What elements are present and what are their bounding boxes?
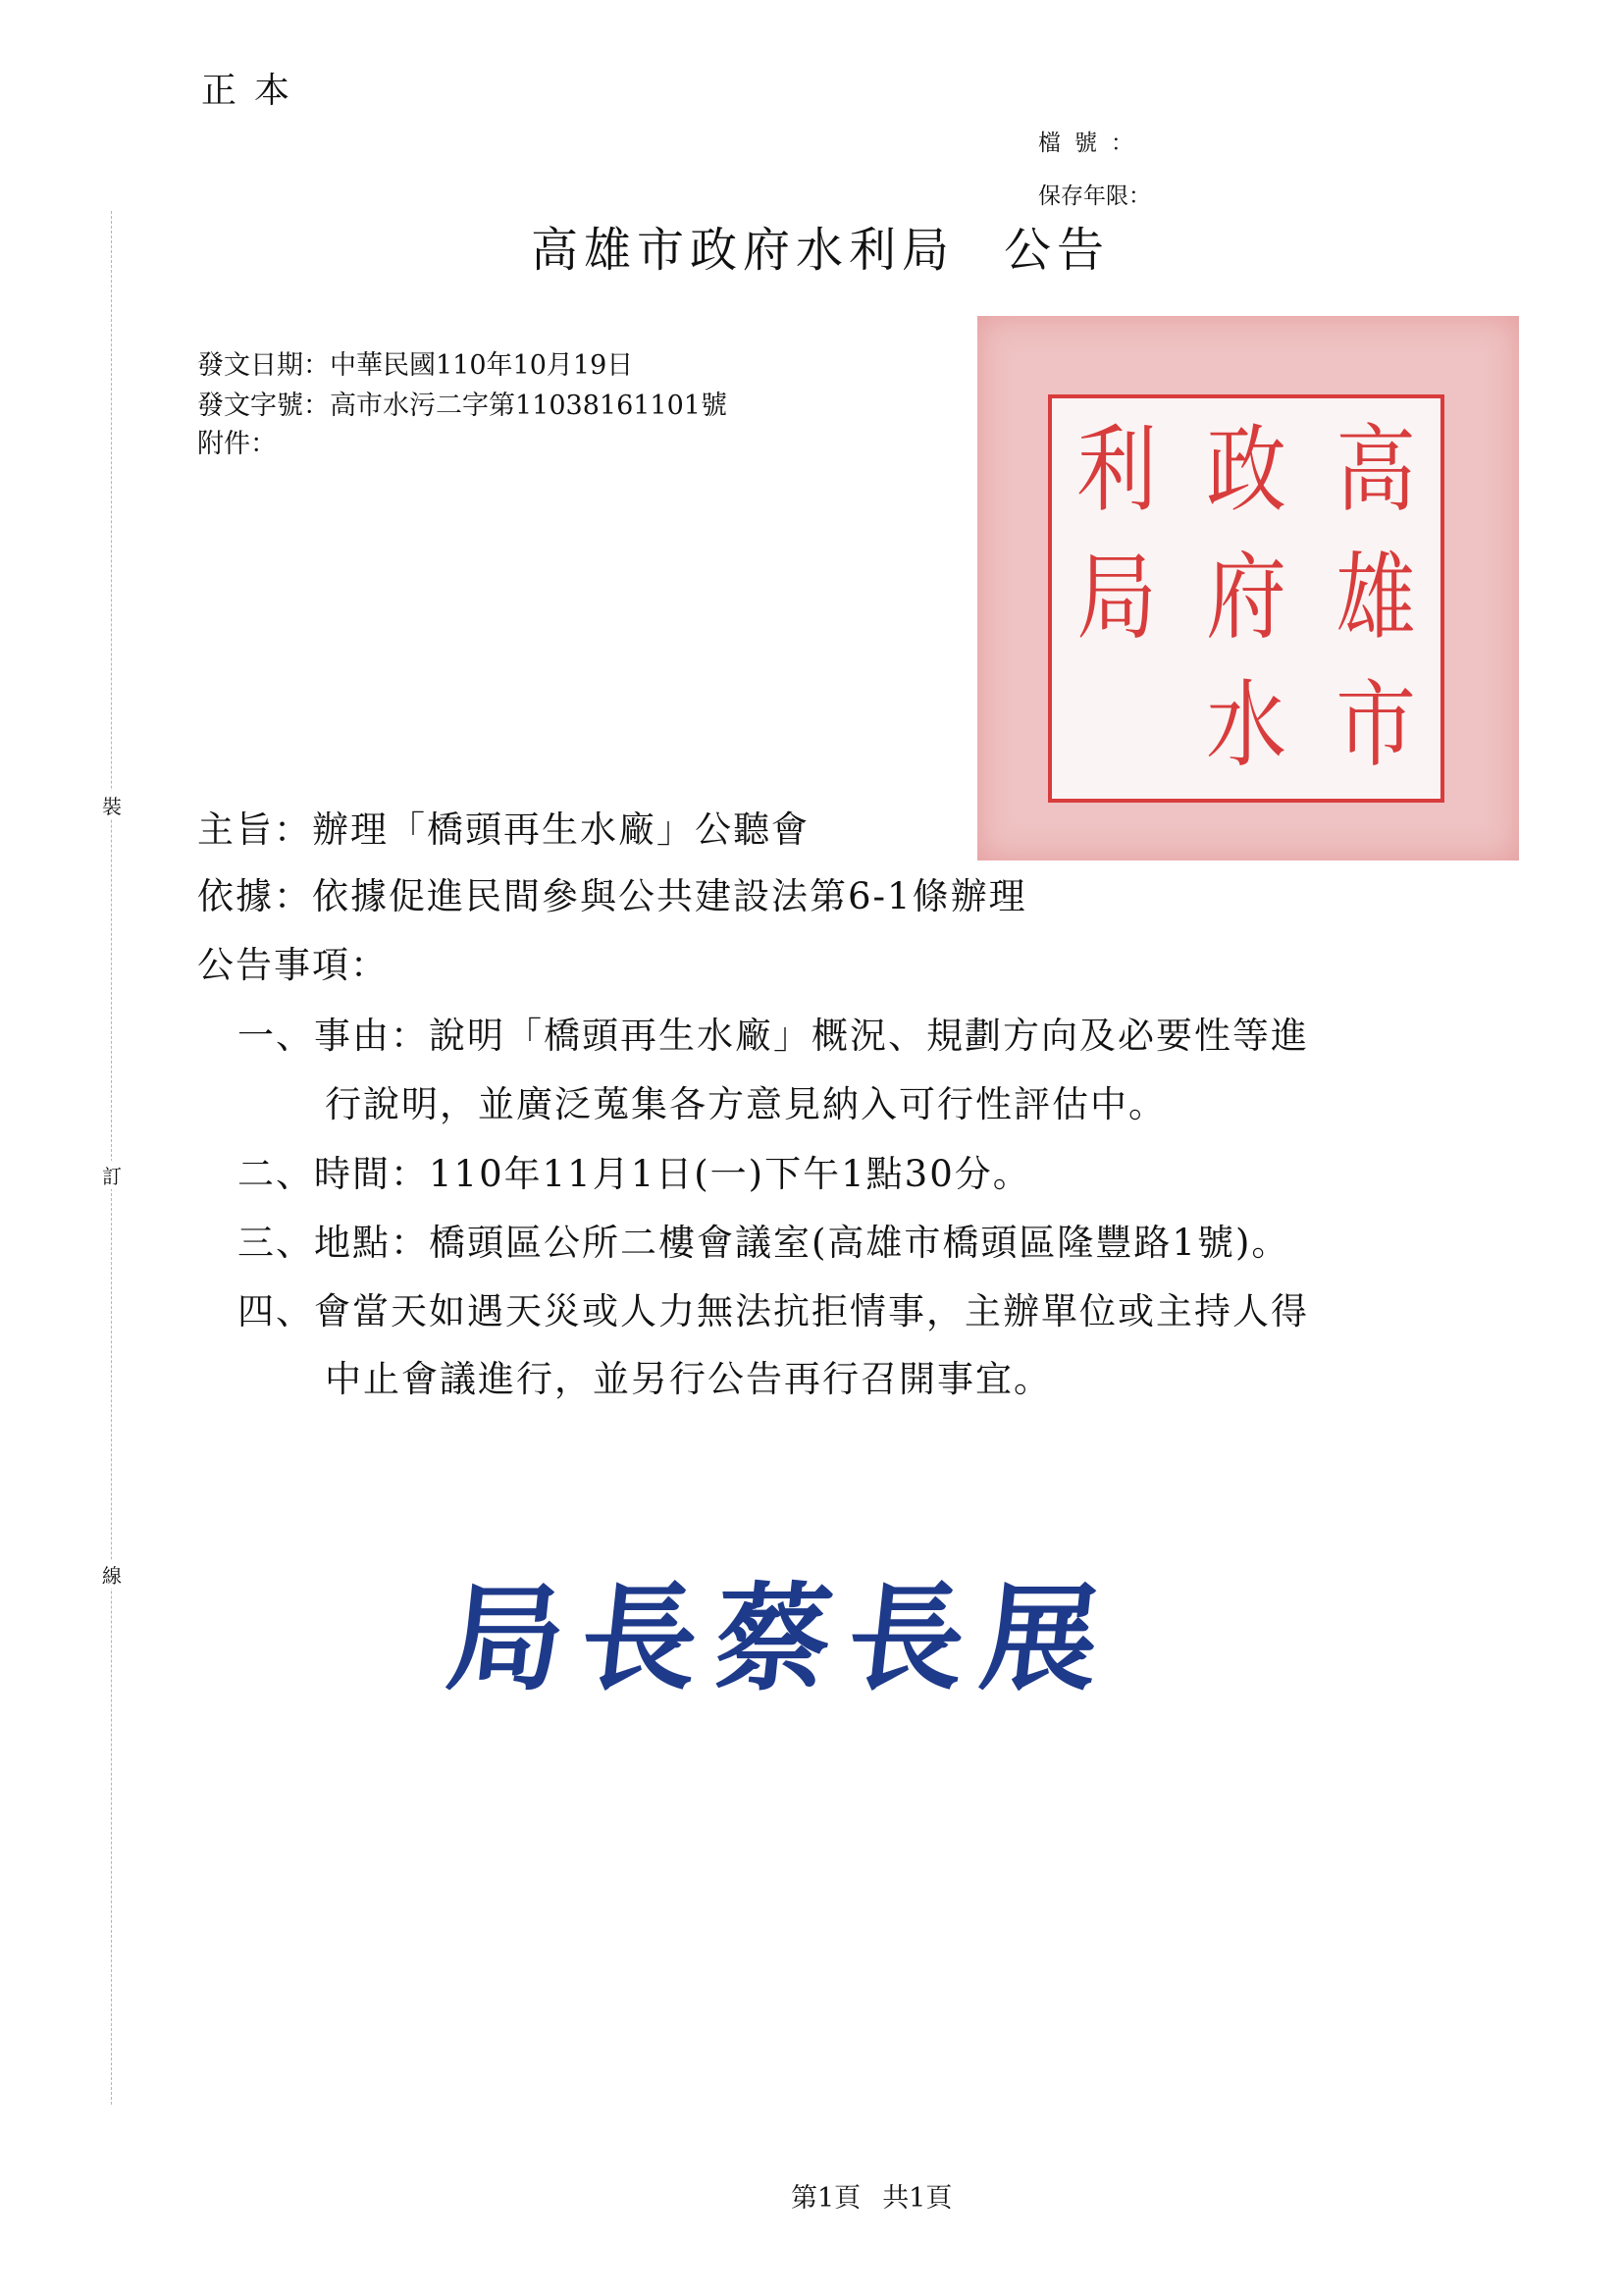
seal-text <box>1052 406 1440 789</box>
issue-date-label: 發文日期： <box>197 350 330 381</box>
retention-period-label: 保存年限： <box>1038 183 1151 209</box>
items-heading: 公告事項： <box>197 944 389 986</box>
item-number: 二、 <box>237 1153 314 1195</box>
seal-column-3 <box>1052 406 1181 789</box>
seal-char: 水 <box>1206 670 1286 780</box>
binding-mark-bind: 裝 <box>102 791 122 819</box>
subject-text: 辦理「橋頭再生水廠」公聽會 <box>312 809 810 851</box>
list-item-1 <box>237 1006 1309 1059</box>
document-type: 公告 <box>1004 223 1111 278</box>
list-item-2 <box>237 1144 1031 1197</box>
official-seal-stamp <box>977 316 1519 861</box>
page-total: 共1頁 <box>882 2183 953 2214</box>
issue-date-row <box>197 343 633 382</box>
issue-date-value: 中華民國110年10月19日 <box>330 350 634 381</box>
seal-char: 政 <box>1206 415 1286 525</box>
binding-mark-line: 線 <box>102 1560 122 1589</box>
item-number: 三、 <box>237 1222 314 1264</box>
item-text: 地點：橋頭區公所二樓會議室(高雄市橋頭區隆豐路1號)。 <box>314 1222 1290 1264</box>
subject-row <box>197 800 810 853</box>
list-item-4 <box>237 1281 1309 1334</box>
seal-column-2 <box>1181 406 1311 789</box>
seal-char: 高 <box>1335 415 1416 525</box>
document-number-row <box>197 384 727 422</box>
document-title <box>531 212 1110 280</box>
seal-char: 局 <box>1076 543 1157 652</box>
basis-text: 依據促進民間參與公共建設法第6-1條辦理 <box>312 875 1027 917</box>
agency-name: 高雄市政府水利局 <box>531 223 956 278</box>
seal-border <box>1048 394 1444 803</box>
list-item-1-continuation: 行說明，並廣泛蒐集各方意見納入可行性評估中。 <box>325 1083 1167 1125</box>
item-text: 時間：110年11月1日(一)下午1點30分。 <box>314 1153 1031 1195</box>
document-number-value: 高市水污二字第11038161101號 <box>330 391 727 421</box>
page-current: 第1頁 <box>791 2183 862 2214</box>
binding-dashed-line <box>111 211 112 2105</box>
binding-mark-staple: 訂 <box>102 1161 122 1189</box>
attachment-label: 附件： <box>197 429 277 459</box>
signature-name: 蔡長展 <box>707 1570 1124 1706</box>
director-signature <box>441 1545 1126 1712</box>
seal-char: 雄 <box>1335 543 1416 652</box>
seal-char: 利 <box>1076 415 1157 525</box>
subject-label: 主旨： <box>197 809 312 851</box>
basis-label: 依據： <box>197 875 312 917</box>
page-number <box>791 2176 952 2215</box>
signature-title: 局長 <box>441 1570 723 1706</box>
seal-char: 市 <box>1335 670 1416 780</box>
item-text: 會當天如遇天災或人力無法抗拒情事，主辦單位或主持人得 <box>314 1290 1309 1332</box>
list-item-4-continuation: 中止會議進行，並另行公告再行召開事宜。 <box>325 1358 1052 1400</box>
basis-row <box>197 866 1027 919</box>
document-number-label: 發文字號： <box>197 391 330 421</box>
seal-column-1 <box>1311 406 1440 789</box>
item-text: 事由：說明「橋頭再生水廠」概況、規劃方向及必要性等進 <box>314 1015 1309 1057</box>
item-number: 四、 <box>237 1290 314 1332</box>
seal-char: 府 <box>1206 543 1286 652</box>
file-number-label: 檔號： <box>1038 130 1147 156</box>
list-item-3 <box>237 1213 1289 1266</box>
copy-type-label: 正本 <box>201 71 308 111</box>
item-number: 一、 <box>237 1015 314 1057</box>
